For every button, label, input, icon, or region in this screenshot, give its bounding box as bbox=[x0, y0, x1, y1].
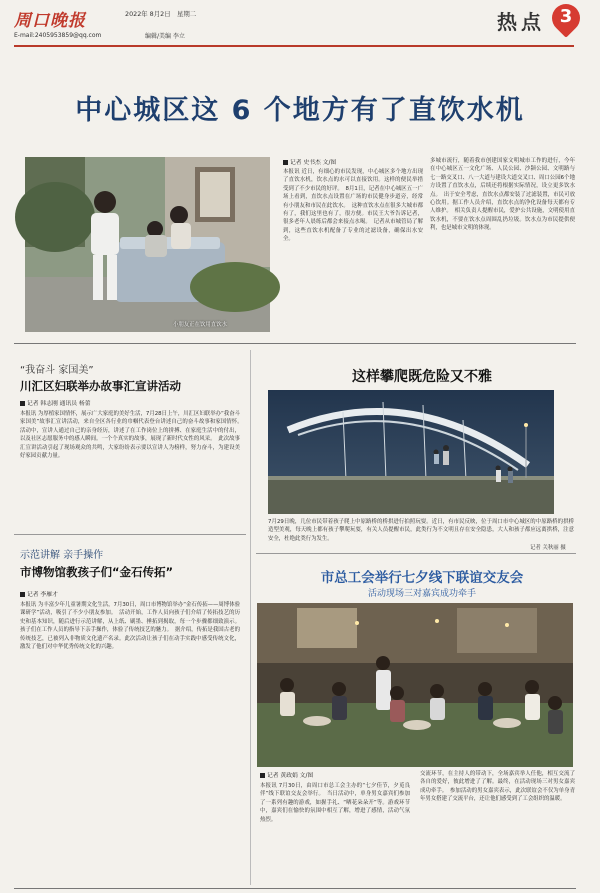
water-author bbox=[283, 157, 336, 166]
museum-kicker: 示范讲解 亲手操作 bbox=[20, 550, 104, 561]
water-photo bbox=[25, 157, 270, 332]
water-photo-caption: 小朋友正在饮用直饮水 bbox=[173, 322, 227, 328]
water-body-col1: 本报讯 近日，有细心的市民发现，中心城区多个地方出现了直饮水机，饮水点的水可以直接饮用。这样的便民举措受到了不少市民的好评。 8月1日，记者在中心城区五一广场上看到，直饮水点设置在广场的市民健身步道旁，经常有小朋友和市民在此饮水。 这种直饮水点在很多大城市都有了，我们这里也有了，很方便。市民王大爷告诉记者，很多老年人晨练后都会来接点水喝。 记者从市城管局了解到，这些直饮水机配备了专业的过滤设备，确保出水安全。 bbox=[283, 169, 423, 243]
union-photo bbox=[257, 603, 573, 767]
newspaper-logo: 周口晚报 bbox=[14, 11, 86, 31]
author-marker-icon bbox=[20, 401, 25, 406]
union-headline: 市总工会举行七夕线下联谊交友会 bbox=[320, 570, 524, 586]
bottom-rule bbox=[14, 888, 576, 889]
women-headline: 川汇区妇联举办故事汇宣讲活动 bbox=[20, 379, 181, 393]
section-title: 热点 bbox=[497, 10, 545, 34]
author-marker-icon bbox=[260, 773, 265, 778]
email-line: E-mail:2405953859@qq.com bbox=[14, 32, 102, 39]
union-photo-illustration bbox=[257, 603, 573, 767]
climb-photo bbox=[268, 390, 554, 514]
divider-right-1 bbox=[256, 553, 576, 554]
climb-credit: 记者 关秋丽 摄 bbox=[530, 545, 566, 551]
water-photo-illustration bbox=[25, 157, 270, 332]
author-marker-icon bbox=[20, 592, 25, 597]
column-divider bbox=[250, 350, 251, 885]
women-author bbox=[20, 398, 91, 407]
museum-author-text: 记者 李雁才 bbox=[27, 592, 58, 598]
author-marker-icon bbox=[283, 160, 288, 165]
page-number: 3 bbox=[559, 6, 573, 27]
union-body-col1: 本报讯 7月30日，由周口市总工会主办的“七夕佳节，夕觅良伴”线下联谊交友会举行。 当日活动中，单身男女嘉宾们参加了一系列有趣的游戏，如握手礼、“晒花朵朵开”等。游戏环节中，嘉宾们在愉快的氛围中相互了解，增进了感情，活动气氛热烈。 bbox=[260, 783, 410, 823]
divider-1 bbox=[14, 343, 576, 344]
union-author bbox=[260, 770, 313, 779]
women-author-text: 记者 韩志刚 通讯员 杨蕾 bbox=[27, 401, 91, 407]
climb-photo-illustration bbox=[268, 390, 554, 514]
women-body: 本报讯 为厚植家国情怀，展示广大家庭的美好生活，7月28日上午，川汇区妇联举办“我奋斗 家国美”故事汇宣讲活动，来自全区各行业的巾帼代表登台讲述自己的奋斗故事和家国情怀。 活动中，宣讲人通过自己的亲身经历，讲述了在工作岗位上的拼搏、在家庭生活中的付出，以及社区志愿服务中的感人瞬间。一个个真实的故事，展现了新时代女性的风采。 此次故事汇宣讲活动引起了现场观众的共鸣，大家纷纷表示要以宣讲人为榜样，努力奋斗，为建设美好家园贡献力量。 bbox=[20, 411, 246, 460]
museum-headline: 市博物馆教孩子们“金石传拓” bbox=[20, 565, 174, 579]
union-body-col2: 交流环节，在主持人的带动下，全场嘉宾举人任他，相互交流了各自的爱好，彼此增进了了解。最终，在活动现场三对男女嘉宾成功牵手。 参加活动的男女嘉宾表示，此次联谊会不仅为单身青年男女搭建了交流平台，还让他们感受到了工会组织的温暖。 bbox=[420, 771, 575, 803]
date-line: 2022年 8月2日 星期二 bbox=[125, 10, 197, 18]
masthead bbox=[0, 0, 600, 60]
climb-caption: 7月29日晚，几位市民带着孩子爬上中原路桥的桥拱进行拍照玩耍。近日，有市民反映，位于周口市中心城区的中原路桥的拱桥造型美观，每天晚上都有孩子攀爬玩耍，有关人员提醒市民，此类行为不文明且存在安全隐患，大人和孩子都应远离拱桥，注意安全，杜绝此类行为发生。 bbox=[268, 519, 574, 542]
women-kicker: “我奋斗 家国美” bbox=[20, 365, 94, 376]
climb-headline: 这样攀爬既危险又不雅 bbox=[352, 369, 492, 385]
union-author-text: 记者 黄政娟 文/图 bbox=[267, 773, 314, 779]
water-author-text: 记者 史书杰 文/图 bbox=[290, 160, 337, 166]
main-headline: 中心城区这 6 个地方有了直饮水机 bbox=[75, 95, 525, 126]
water-body-col2: 多城市流行，随着我市创建国家文明城市工作的进行，今年在中心城区五一文化广场、人民公园、沙颍公园、文明路与七一路交叉口、八一大道与建设大道交叉口、周口公园6个地方设置了直饮水点，后续还将根据实际情况，设立更多饮水点。 出于安全考虑，直饮水点都安装了过滤装置，市民可放心饮用。据工作人员介绍，直饮水点的净化设备每天都有专人维护。 相关负责人提醒市民，爱护公共设施，文明使用直饮水机，不要在饮水点周围乱扔垃圾。饮水点为市民提供便利，也是城市文明的体现。 bbox=[430, 158, 575, 232]
divider-left-1 bbox=[14, 534, 246, 535]
union-subheadline: 活动现场三对嘉宾成功牵手 bbox=[367, 589, 476, 599]
museum-author bbox=[20, 589, 58, 598]
masthead-rule bbox=[14, 45, 574, 47]
museum-body: 本报讯 为丰富少年儿童暑期文化生活，7月30日，周口市博物馆举办“金石传拓——周博体验课研学”活动，吸引了不少小朋友参加。 活动开始，工作人员向孩子们介绍了传拓技艺的历史和基本知识，随后进行示范讲解，从上纸、刷墨、捶拓到揭取，每一个步骤都细致演示。孩子们在工作人员的指导下亲手操作，体验了传统技艺的魅力。 据介绍，传拓是我国古老的传统技艺，已被列入非物质文化遗产名录。此次活动让孩子们在动手实践中感受传统文化，激发了他们对中华优秀传统文化的兴趣。 bbox=[20, 602, 240, 651]
editor-line: 编辑/美编 李立 bbox=[145, 33, 185, 40]
